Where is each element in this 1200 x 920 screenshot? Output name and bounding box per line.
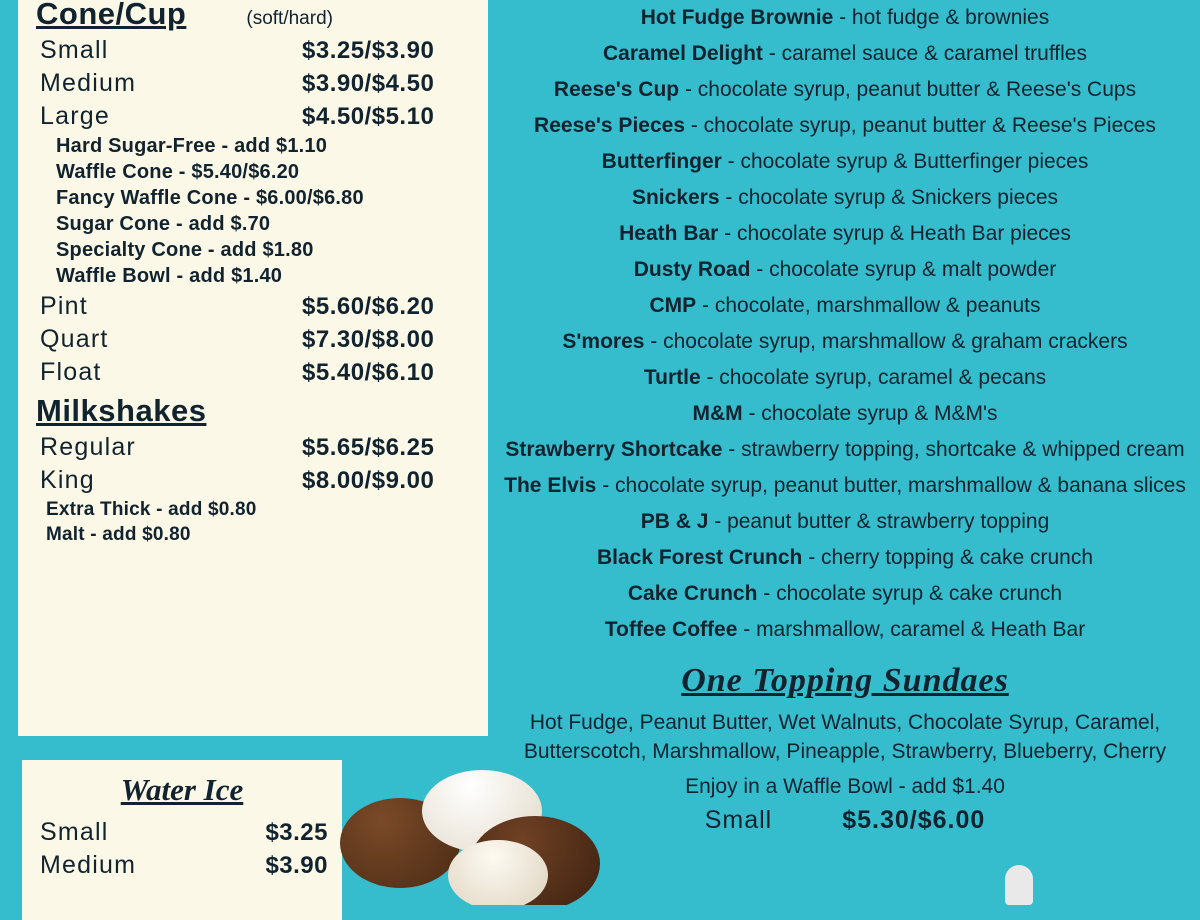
size-price: $4.50/$5.10 <box>302 103 435 130</box>
size-label: Regular <box>40 433 136 461</box>
addon-line: Hard Sugar-Free - add $1.10 <box>56 135 328 157</box>
size-price: $5.30/$6.00 <box>842 806 986 834</box>
addon-line: Fancy Waffle Cone - $6.00/$6.80 <box>56 187 364 209</box>
size-price: $8.00/$9.00 <box>302 467 435 494</box>
cone-cup-note: (soft/hard) <box>246 8 333 29</box>
addon-line: Extra Thick - add $0.80 <box>46 499 257 520</box>
sundae-desc: - chocolate syrup, caramel & pecans <box>700 366 1047 389</box>
sundae-desc: - chocolate, marshmallow & peanuts <box>696 294 1041 317</box>
list-item <box>500 324 1190 360</box>
price-row <box>40 851 328 880</box>
sundae-desc: - chocolate syrup, peanut butter & Reese's Cups <box>679 78 1137 101</box>
vanilla-swirl-bottom <box>448 840 548 905</box>
size-price: $5.65/$6.25 <box>302 434 435 461</box>
size-label: Float <box>40 358 102 386</box>
toppings-line: Hot Fudge, Peanut Butter, Wet Walnuts, Chocolate Syrup, Caramel, <box>529 711 1161 734</box>
cone-cup-title-row <box>36 0 470 32</box>
size-label: Small <box>40 818 109 846</box>
price-row <box>40 69 470 98</box>
sundae-name: Butterfinger <box>601 150 722 173</box>
one-topping-toppings <box>500 708 1190 766</box>
size-price: $7.30/$8.00 <box>302 326 435 353</box>
addon-line: Sugar Cone - add $.70 <box>56 213 271 235</box>
sundae-name: Caramel Delight <box>603 42 763 65</box>
list-item <box>500 576 1190 612</box>
sundae-name: Heath Bar <box>619 222 719 245</box>
sundae-name: Reese's Pieces <box>534 114 685 137</box>
list-item <box>500 252 1190 288</box>
price-row <box>40 818 328 847</box>
cone-cup-panel <box>18 0 488 736</box>
spoon <box>1005 865 1033 905</box>
list-item <box>500 36 1190 72</box>
size-price: $3.90 <box>265 852 328 879</box>
sundae-name: M&M <box>692 402 743 425</box>
sundae-desc: - chocolate syrup & Heath Bar pieces <box>718 222 1071 245</box>
list-item <box>500 612 1190 648</box>
price-row <box>40 466 470 495</box>
price-row <box>40 325 470 354</box>
list-item <box>500 144 1190 180</box>
toppings-line: Butterscotch, Marshmallow, Pineapple, Strawberry, Blueberry, Cherry <box>523 740 1167 763</box>
sundae-desc: - cherry topping & cake crunch <box>802 546 1094 569</box>
sundae-desc: - chocolate syrup, peanut butter & Reese's Pieces <box>685 114 1156 137</box>
sundae-name: Snickers <box>631 186 720 209</box>
list-item <box>500 396 1190 432</box>
size-label: Pint <box>40 292 88 320</box>
list-item <box>500 504 1190 540</box>
sundae-name: Toffee Coffee <box>604 618 738 641</box>
addon-line: Waffle Bowl - add $1.40 <box>56 265 283 287</box>
sundae-name: S'mores <box>562 330 645 353</box>
sundae-name: CMP <box>649 294 697 317</box>
sundae-desc: - chocolate syrup & Snickers pieces <box>719 186 1059 209</box>
sundae-desc: - peanut butter & strawberry topping <box>708 510 1050 533</box>
sundae-name: PB & J <box>640 510 709 533</box>
sundae-desc: - strawberry topping, shortcake & whipped cream <box>722 438 1185 461</box>
sundae-name: Hot Fudge Brownie <box>640 6 834 29</box>
size-price: $3.25 <box>265 819 328 846</box>
list-item <box>500 288 1190 324</box>
size-label: Quart <box>40 325 109 353</box>
sundae-desc: - chocolate syrup & malt powder <box>750 258 1057 281</box>
sundae-name: The Elvis <box>504 474 597 497</box>
ice-cream-photo <box>330 770 620 905</box>
list-item <box>500 72 1190 108</box>
sundae-name: Black Forest Crunch <box>596 546 803 569</box>
size-price: $3.25/$3.90 <box>302 37 435 64</box>
sundae-list <box>500 0 1190 835</box>
list-item <box>500 0 1190 36</box>
water-ice-title: Water Ice <box>120 772 244 807</box>
list-item <box>500 108 1190 144</box>
sundae-name: Strawberry Shortcake <box>505 438 723 461</box>
price-row <box>40 433 470 462</box>
water-ice-panel <box>22 760 342 920</box>
list-item <box>500 216 1190 252</box>
size-label: Small <box>704 806 773 834</box>
list-item <box>500 540 1190 576</box>
addon-line: Malt - add $0.80 <box>46 524 191 545</box>
size-price: $5.40/$6.10 <box>302 359 435 386</box>
size-label: Medium <box>40 851 137 879</box>
sundae-desc: - caramel sauce & caramel truffles <box>762 42 1087 65</box>
sundae-desc: - hot fudge & brownies <box>833 6 1050 29</box>
list-item <box>500 360 1190 396</box>
sundae-desc: - chocolate syrup, peanut butter, marshmallow & banana slices <box>596 474 1186 497</box>
addon-line: Specialty Cone - add $1.80 <box>56 239 314 261</box>
sundae-desc: - chocolate syrup, marshmallow & graham crackers <box>644 330 1128 353</box>
size-label: Medium <box>40 69 137 97</box>
milkshakes-title: Milkshakes <box>36 393 207 428</box>
list-item <box>500 468 1190 504</box>
milkshakes-title-row <box>36 393 470 429</box>
price-row <box>40 292 470 321</box>
list-item <box>500 180 1190 216</box>
one-topping-sundaes-title: One Topping Sundaes <box>681 662 1009 699</box>
price-row <box>40 36 470 65</box>
sundae-name: Cake Crunch <box>627 582 758 605</box>
price-row <box>40 358 470 387</box>
cone-cup-title: Cone/Cup <box>36 0 187 31</box>
size-price: $3.90/$4.50 <box>302 70 435 97</box>
size-label: King <box>40 466 95 494</box>
size-label: Large <box>40 102 110 130</box>
sundae-desc: - marshmallow, caramel & Heath Bar <box>737 618 1086 641</box>
sundae-desc: - chocolate syrup & cake crunch <box>757 582 1063 605</box>
sundae-name: Turtle <box>643 366 701 389</box>
list-item <box>500 432 1190 468</box>
one-topping-note: Enjoy in a Waffle Bowl - add $1.40 <box>685 775 1005 798</box>
addon-line: Waffle Cone - $5.40/$6.20 <box>56 161 300 183</box>
size-price: $5.60/$6.20 <box>302 293 435 320</box>
sundae-name: Dusty Road <box>633 258 751 281</box>
sundae-desc: - chocolate syrup & Butterfinger pieces <box>721 150 1089 173</box>
size-label: Small <box>40 36 109 64</box>
sundae-name: Reese's Cup <box>553 78 680 101</box>
sundae-desc: - chocolate syrup & M&M's <box>742 402 998 425</box>
price-row <box>40 102 470 131</box>
